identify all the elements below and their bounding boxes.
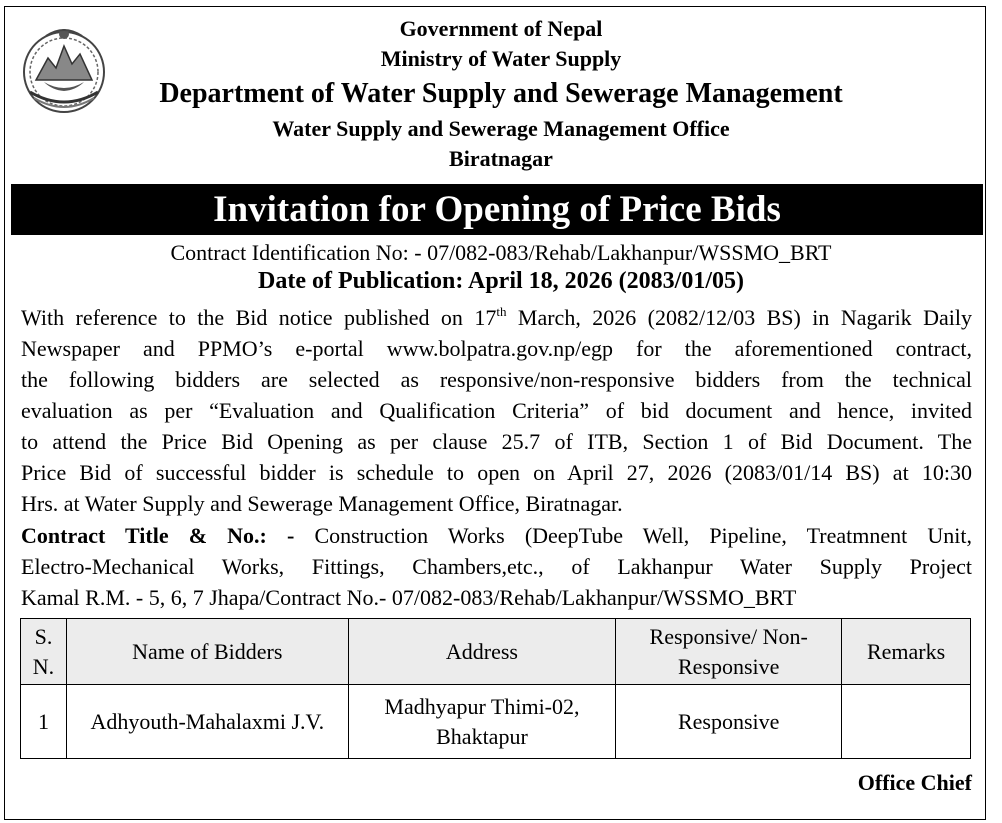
header-sn: S. N. <box>21 619 67 685</box>
contract-title-line-3: Kamal R.M. - 5, 6, 7 Jhapa/Contract No.- 07/082-083/Rehab/Lakhanpur/WSSMO_BRT <box>21 585 797 610</box>
cell-responsive: Responsive <box>616 685 842 759</box>
body-line-2: Newspaper and PPMO’s e-portal www.bolpatra.gov.np/egp for the aforementioned contract, <box>21 336 972 361</box>
header-name: Name of Bidders <box>66 619 348 685</box>
header-address: Address <box>348 619 616 685</box>
contract-title-label: Contract Title & No.: - <box>21 523 295 548</box>
bidders-table <box>20 618 971 759</box>
table-row <box>21 685 971 759</box>
table-header-row <box>21 619 971 685</box>
cell-remarks <box>842 685 971 759</box>
signature-office-chief: Office Chief <box>857 770 972 795</box>
notice-body <box>21 302 972 519</box>
body-line-6: Price Bid of successful bidder is schedule to open on April 27, 2026 (2083/01/14 BS) at 10:30 <box>21 460 972 485</box>
contract-identification: Contract Identification No: - 07/082-083/Rehab/Lakhanpur/WSSMO_BRT <box>170 240 832 265</box>
government-heading: Government of Nepal <box>399 16 603 41</box>
body-line-3: the following bidders are selected as responsive/non-responsive bidders from the technical <box>21 367 972 392</box>
header-responsive: Responsive/ Non- Responsive <box>616 619 842 685</box>
cell-name: Adhyouth-Mahalaxmi J.V. <box>66 685 348 759</box>
notice-title-banner: Invitation for Opening of Price Bids <box>11 184 983 235</box>
contract-title-block <box>21 520 972 613</box>
body-line-5: to attend the Price Bid Opening as per clause 25.7 of ITB, Section 1 of Bid Document. The <box>21 429 972 454</box>
cell-sn: 1 <box>21 685 67 759</box>
contract-title-line-1: Contract Title & No.: - Construction Works (DeepTube Well, Pipeline, Treatmnent Unit, <box>21 523 972 548</box>
office-heading: Water Supply and Sewerage Management Office <box>272 116 730 141</box>
body-line-1: With reference to the Bid notice published on 17th March, 2026 (2082/12/03 BS) in Nagarik Daily <box>21 304 972 330</box>
department-heading: Department of Water Supply and Sewerage Management <box>159 78 843 109</box>
contract-title-line-2: Electro-Mechanical Works, Fittings, Chambers,etc., of Lakhanpur Water Supply Project <box>21 554 972 579</box>
body-line-7: Hrs. at Water Supply and Sewerage Management Office, Biratnagar. <box>21 491 623 516</box>
body-line-4: evaluation as per “Evaluation and Qualification Criteria” of bid document and hence, invited <box>21 398 972 423</box>
header-remarks: Remarks <box>842 619 971 685</box>
city-heading: Biratnagar <box>449 146 553 171</box>
publication-date: Date of Publication: April 18, 2026 (2083/01/05) <box>258 268 744 294</box>
ministry-heading: Ministry of Water Supply <box>380 46 622 71</box>
cell-address: Madhyapur Thimi-02, Bhaktapur <box>348 685 616 759</box>
